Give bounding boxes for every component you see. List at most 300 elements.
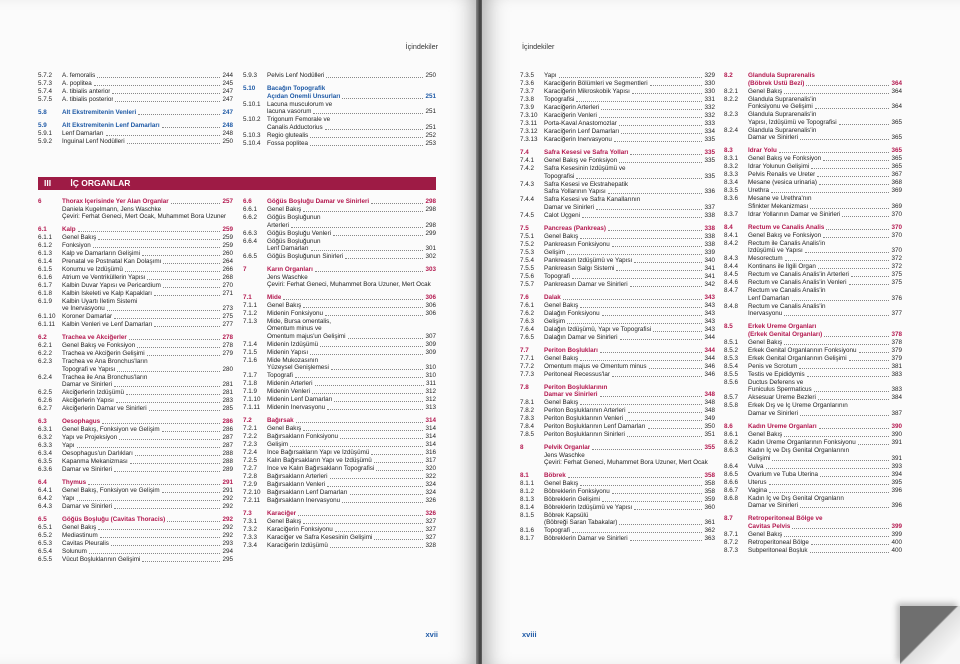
dot-leader bbox=[826, 224, 889, 230]
dot-leader bbox=[649, 363, 703, 369]
toc-entry-number: 8.3.1 bbox=[724, 155, 739, 163]
toc-entry-page: 259 bbox=[222, 241, 233, 249]
toc-entry bbox=[38, 495, 233, 503]
toc-entry-page: 247 bbox=[222, 109, 233, 116]
toc-entry bbox=[520, 273, 715, 281]
toc-entry-number: 8.4.7 bbox=[724, 287, 739, 295]
toc-entry-title: Omentum majus ve Omentum minus bbox=[544, 362, 647, 370]
toc-section-heading bbox=[38, 516, 233, 524]
toc-entry bbox=[724, 187, 902, 195]
toc-entry-title: lacuna vasorum bbox=[267, 108, 312, 116]
toc-entry bbox=[243, 380, 436, 388]
toc-entry-title: Periton Boşlukları bbox=[544, 346, 598, 354]
toc-entry-page: 320 bbox=[425, 465, 436, 473]
toc-entry-page: 370 bbox=[891, 231, 902, 239]
toc-entry-number: 7.2.5 bbox=[243, 457, 258, 465]
toc-entry-number: 6.3.1 bbox=[38, 426, 53, 434]
toc-entry bbox=[243, 214, 436, 222]
toc-entry-page: 331 bbox=[704, 96, 715, 103]
toc-entry-number: 5.8 bbox=[38, 109, 47, 116]
toc-entry-page: 306 bbox=[425, 309, 436, 317]
toc-entry bbox=[520, 431, 715, 439]
toc-entry-number: 8.5.5 bbox=[724, 370, 739, 378]
toc-entry-title: Kalbin Uyartı İletim Sistemi bbox=[62, 297, 138, 305]
toc-entry-page: 247 bbox=[222, 96, 233, 103]
toc-entry-page: 302 bbox=[425, 253, 436, 261]
toc-entry-title: Vagina bbox=[748, 486, 768, 494]
toc-entry-page: 343 bbox=[704, 309, 715, 317]
toc-entry-page: 365 bbox=[891, 147, 902, 155]
dot-leader bbox=[614, 136, 703, 142]
toc-entry-title: Periton Boşluklarının Lenf Damarları bbox=[544, 423, 646, 431]
dot-leader bbox=[125, 266, 221, 272]
toc-entry-page: 396 bbox=[891, 486, 902, 494]
toc-entry-title: (Böbreği Saran Tabakalar) bbox=[544, 519, 618, 527]
toc-entry-page: 359 bbox=[704, 495, 715, 503]
toc-entry-title: Cavitas Pelvis bbox=[748, 522, 791, 530]
toc-entry bbox=[724, 439, 902, 447]
toc-entry-page: 248 bbox=[222, 130, 233, 137]
dot-leader bbox=[634, 257, 702, 263]
toc-entry-number: 7.1.9 bbox=[243, 388, 258, 396]
dot-leader bbox=[114, 503, 220, 509]
toc-entry bbox=[520, 96, 715, 104]
toc-entry-number: 7.5.4 bbox=[520, 256, 535, 264]
dot-leader bbox=[114, 381, 220, 387]
toc-entry bbox=[724, 103, 902, 111]
toc-section-heading bbox=[243, 417, 436, 425]
toc-entry-number: 8.6.7 bbox=[724, 486, 739, 494]
toc-entry-page: 332 bbox=[704, 104, 715, 111]
toc-entry-number: 8.5.2 bbox=[724, 346, 739, 354]
toc-entry bbox=[243, 433, 436, 441]
dot-leader bbox=[785, 255, 890, 261]
toc-entry-title: Damar ve Sinirleri bbox=[748, 134, 799, 142]
toc-entry-page: 365 bbox=[891, 163, 902, 171]
toc-entry-page: 355 bbox=[704, 444, 715, 452]
toc-entry-page: 350 bbox=[704, 423, 715, 431]
toc-column-a bbox=[38, 198, 233, 564]
toc-entry bbox=[724, 471, 902, 479]
toc-entry-title: Kalbin Duvar Yapısı ve Pericardium bbox=[62, 281, 161, 289]
toc-entry-number: 7.1.6 bbox=[243, 356, 258, 364]
toc-entry-page: 288 bbox=[222, 450, 233, 458]
toc-section-heading bbox=[724, 323, 902, 331]
toc-entry-title: Thorax İçerisinde Yer Alan Organlar bbox=[62, 198, 169, 205]
toc-entry-page: 364 bbox=[891, 103, 902, 111]
toc-entry-title: Böbreklerin Fonksiyonu bbox=[544, 487, 610, 495]
dot-leader bbox=[800, 410, 889, 416]
toc-entry-number: 6.2.3 bbox=[38, 358, 53, 366]
dot-leader bbox=[162, 122, 221, 128]
toc-entry-number: 7.6.4 bbox=[520, 325, 535, 333]
toc-entry bbox=[520, 302, 715, 310]
dot-leader bbox=[842, 211, 889, 217]
toc-entry-page: 396 bbox=[891, 502, 902, 510]
toc-entry-page: 349 bbox=[704, 415, 715, 423]
dot-leader bbox=[592, 444, 702, 450]
toc-entry-title: Damar ve Sinirleri bbox=[544, 391, 598, 399]
dot-leader bbox=[115, 96, 220, 102]
toc-entry-title: Fonksiyon bbox=[62, 241, 91, 249]
toc-entry-number: 8.2.2 bbox=[724, 95, 739, 103]
dot-leader bbox=[327, 481, 423, 487]
toc-entry-number: 6.3 bbox=[38, 418, 47, 426]
toc-entry-title: Erkek Genital Organlarının Fonksiyonu bbox=[748, 346, 857, 354]
toc-entry bbox=[243, 245, 436, 253]
toc-entry-number: 8.5.1 bbox=[724, 338, 739, 346]
toc-entry bbox=[243, 364, 436, 372]
toc-entry-number: 8.1.4 bbox=[520, 503, 535, 511]
toc-entry-title: Lacuna musculorum ve bbox=[267, 100, 333, 108]
toc-entry-title: Mide, Bursa omentalis, bbox=[267, 317, 332, 325]
toc-entry-number: 6.4.2 bbox=[38, 495, 53, 503]
part-title: İÇ ORGANLAR bbox=[70, 178, 131, 188]
toc-entry-page: 259 bbox=[222, 233, 233, 241]
dot-leader bbox=[839, 119, 890, 125]
toc-entry bbox=[243, 140, 436, 148]
toc-entry-number: 8.3.4 bbox=[724, 179, 739, 187]
toc-entry bbox=[243, 465, 436, 473]
toc-entry bbox=[724, 502, 902, 510]
toc-entry bbox=[724, 179, 902, 187]
toc-section-heading bbox=[520, 384, 715, 392]
toc-entry-page: 333 bbox=[704, 120, 715, 127]
toc-entry-page: 259 bbox=[222, 225, 233, 233]
toc-entry bbox=[38, 234, 233, 242]
toc-entry-number: 6.5.3 bbox=[38, 540, 53, 548]
toc-entry-page: 314 bbox=[425, 441, 436, 449]
toc-entry-page: 390 bbox=[891, 431, 902, 439]
toc-entry-title: A. tibialis anterior bbox=[62, 88, 111, 95]
toc-entry bbox=[520, 488, 715, 496]
toc-entry-title: Glandula Suprarenalis'in bbox=[748, 126, 817, 134]
toc-entry-title: Genel Bakış bbox=[267, 518, 302, 526]
toc-entry-title: Omentum majus'un Gelişimi bbox=[267, 332, 346, 340]
toc-entry-title: Akciğerlerin İzdüşümü bbox=[62, 389, 124, 397]
toc-entry-title: Midenin İnervasyonu bbox=[267, 404, 326, 412]
toc-section-heading bbox=[38, 334, 233, 342]
toc-entry-page: 285 bbox=[222, 405, 233, 413]
dot-leader bbox=[823, 155, 889, 161]
toc-entry bbox=[520, 165, 715, 173]
dot-leader bbox=[88, 479, 220, 485]
toc-entry bbox=[38, 88, 233, 96]
toc-entry-title: Damar ve Sinirleri bbox=[62, 466, 113, 474]
toc-entry-title: Gelişimi bbox=[748, 454, 771, 462]
dot-leader bbox=[310, 132, 423, 138]
toc-entry bbox=[243, 132, 436, 140]
toc-entry-number: 7.6 bbox=[520, 293, 529, 301]
toc-entry-number: 7.2 bbox=[243, 417, 252, 425]
toc-entry-number: 8.7.1 bbox=[724, 530, 739, 538]
toc-entry-number: 8.6.2 bbox=[724, 439, 739, 447]
toc-entry-page: 278 bbox=[222, 334, 233, 342]
toc-entry bbox=[243, 388, 436, 396]
toc-section-heading bbox=[38, 226, 233, 234]
toc-entry-title: Periton Boşluklarının Sinirleri bbox=[544, 431, 625, 439]
toc-entry bbox=[243, 341, 436, 349]
toc-entry-title: Rectum ve Canalis Analis'in Arterleri bbox=[748, 271, 849, 279]
dot-leader bbox=[792, 295, 890, 301]
toc-entry bbox=[38, 374, 233, 382]
dot-leader bbox=[630, 535, 703, 541]
toc-entry-number: 7.1 bbox=[243, 293, 252, 301]
dot-leader bbox=[315, 380, 424, 386]
toc-entry-title: Genel Bakış ve Fonksiyon bbox=[62, 342, 136, 350]
toc-entry bbox=[520, 136, 715, 144]
toc-entry-title: Topografisi bbox=[544, 96, 575, 103]
toc-entry-title: Trachea ile Ana Bronchus'ların bbox=[62, 373, 148, 381]
toc-entry-number: 7.8.1 bbox=[520, 399, 535, 407]
toc-entry-title: Atrium ve Ventriküllerin Yapısı bbox=[62, 273, 146, 281]
dot-leader bbox=[814, 386, 890, 392]
toc-entry-title: Yüzeysel Genişlemesi bbox=[267, 364, 329, 372]
dot-leader bbox=[374, 534, 423, 540]
dot-leader bbox=[147, 274, 220, 280]
toc-section-heading bbox=[38, 198, 233, 206]
toc-entry bbox=[243, 457, 436, 465]
toc-entry bbox=[520, 527, 715, 535]
toc-entry bbox=[520, 181, 715, 189]
toc-entry-page: 280 bbox=[222, 365, 233, 373]
toc-entry-number: 8.6.1 bbox=[724, 431, 739, 439]
toc-entry-title: Kalp ve Damarların Gelişimi bbox=[62, 249, 141, 257]
dot-leader bbox=[162, 487, 221, 493]
toc-entry bbox=[724, 479, 902, 487]
toc-entry-page: 379 bbox=[891, 346, 902, 354]
toc-entry-number: 8.5.3 bbox=[724, 354, 739, 362]
page-curl bbox=[900, 606, 960, 664]
toc-entry-number: 6.1.10 bbox=[38, 313, 56, 321]
toc-entry-page: 362 bbox=[704, 527, 715, 535]
toc-entry-number: 6.3.5 bbox=[38, 458, 53, 466]
dot-leader bbox=[342, 93, 423, 99]
toc-entry-title: Yapı ve Projeksiyon bbox=[62, 434, 118, 442]
toc-entry-number: 8.3.3 bbox=[724, 171, 739, 179]
toc-entry bbox=[724, 134, 902, 142]
toc-entry bbox=[724, 303, 902, 311]
dot-leader bbox=[77, 442, 221, 448]
toc-entry-page: 399 bbox=[891, 530, 902, 538]
toc-entry-number: 8.1.6 bbox=[520, 527, 535, 535]
toc-entry bbox=[38, 96, 233, 104]
toc-entry-number: 7.7 bbox=[520, 346, 529, 354]
toc-entry-number: 6.5 bbox=[38, 516, 47, 524]
toc-entry-page: 250 bbox=[425, 72, 436, 79]
toc-entry-title: Genel Bakış bbox=[748, 338, 783, 346]
toc-entry-page: 335 bbox=[704, 136, 715, 143]
toc-entry-number: 7.5.7 bbox=[520, 280, 535, 288]
toc-entry-title: Genel Bakış bbox=[544, 232, 579, 240]
toc-entry bbox=[724, 240, 902, 248]
toc-subsection-heading bbox=[243, 85, 436, 93]
toc-entry-number: 8.7 bbox=[724, 515, 733, 523]
dot-leader bbox=[627, 431, 703, 437]
toc-entry-number: 6.1.8 bbox=[38, 289, 53, 297]
toc-entry-title: Uterus bbox=[748, 478, 767, 486]
toc-entry-number: 8.4.5 bbox=[724, 271, 739, 279]
toc-entry-title: Topografi bbox=[544, 272, 570, 280]
toc-entry bbox=[520, 265, 715, 273]
toc-entry bbox=[520, 326, 715, 334]
toc-entry bbox=[520, 80, 715, 88]
toc-entry-number: 7.7.1 bbox=[520, 354, 535, 362]
toc-entry-title: Topografi bbox=[544, 527, 570, 535]
toc-entry-number: 7.2.10 bbox=[243, 489, 261, 497]
running-head: İçindekiler bbox=[405, 42, 438, 51]
toc-entry-number: 6.1.7 bbox=[38, 281, 53, 289]
toc-entry-number: 7.1.7 bbox=[243, 372, 258, 380]
dot-leader bbox=[559, 72, 703, 78]
toc-entry-title: Yapı bbox=[62, 495, 75, 503]
toc-entry-title: Genel Bakış ve Fonksiyon bbox=[748, 155, 822, 163]
dot-leader bbox=[325, 124, 424, 130]
toc-entry-page: 383 bbox=[891, 386, 902, 394]
toc-section-heading bbox=[724, 147, 902, 155]
toc-entry bbox=[520, 104, 715, 112]
toc-entry-number: 7.3.4 bbox=[243, 542, 258, 550]
toc-entry-title: ve İnervasyonu bbox=[62, 305, 105, 313]
toc-entry-number: 6.3.3 bbox=[38, 442, 53, 450]
toc-entry-page: 293 bbox=[222, 540, 233, 548]
toc-entry bbox=[243, 124, 436, 132]
toc-entry-title: Erkek Üreme Organları bbox=[748, 323, 817, 331]
toc-entry-title: Safra Kesesi ve Safra Yolları bbox=[544, 149, 629, 156]
dot-leader bbox=[291, 222, 423, 228]
dot-leader bbox=[97, 72, 220, 78]
toc-entry-number: 7.3.1 bbox=[243, 518, 258, 526]
toc-entry bbox=[520, 310, 715, 318]
toc-entry bbox=[520, 188, 715, 196]
toc-entry bbox=[38, 274, 233, 282]
toc-entry-page: 363 bbox=[704, 535, 715, 543]
toc-entry bbox=[520, 88, 715, 96]
toc-section-heading bbox=[520, 149, 715, 157]
toc-entry-title: Karaciğerin Bölümleri ve Segmentleri bbox=[544, 80, 648, 87]
toc-section-heading bbox=[724, 523, 902, 531]
toc-entry-title: Akciğerlerin Yapısı bbox=[62, 397, 114, 405]
toc-entry-number: 8.5.6 bbox=[724, 378, 739, 386]
toc-entry-number: 5.10.1 bbox=[243, 100, 261, 108]
toc-entry-page: 244 bbox=[222, 72, 233, 79]
toc-entry-title: Mediastinum bbox=[62, 532, 98, 540]
toc-entry-page: 292 bbox=[222, 516, 233, 524]
toc-entry-page: 291 bbox=[222, 479, 233, 487]
dot-leader bbox=[137, 342, 220, 348]
toc-entry-number: 6.2.5 bbox=[38, 389, 53, 397]
toc-entry bbox=[724, 271, 902, 279]
toc-entry-title: İnce ve Kalın Bağırsakların Topografisi bbox=[267, 465, 375, 473]
dot-leader bbox=[126, 389, 221, 395]
toc-entry-page: 257 bbox=[222, 198, 233, 205]
dot-leader bbox=[792, 523, 889, 529]
toc-entry-title: Karaciğerin Venleri bbox=[544, 112, 597, 119]
toc-entry-title: Pankreasın İzdüşümü ve Yapısı bbox=[544, 256, 633, 264]
dot-leader bbox=[625, 415, 702, 421]
toc-entry-page: 264 bbox=[222, 257, 233, 265]
toc-entry bbox=[724, 355, 902, 363]
toc-entry bbox=[724, 539, 902, 547]
toc-entry bbox=[38, 524, 233, 532]
toc-entry-number: 5.9.3 bbox=[243, 72, 258, 79]
toc-entry-page: 335 bbox=[704, 149, 715, 156]
toc-entry-page: 291 bbox=[222, 487, 233, 495]
toc-entry-page: 278 bbox=[222, 342, 233, 350]
toc-entry bbox=[520, 241, 715, 249]
toc-entry bbox=[38, 342, 233, 350]
toc-entry-title: Yapı bbox=[62, 442, 75, 450]
dot-leader bbox=[817, 171, 889, 177]
toc-entry-number: 6.6.1 bbox=[243, 206, 258, 213]
toc-entry-title: Safra Kesesi ve Ekstrahepatik bbox=[544, 180, 628, 188]
toc-entry-page: 339 bbox=[704, 248, 715, 256]
dot-leader bbox=[580, 399, 702, 405]
dot-leader bbox=[784, 88, 889, 94]
toc-entry-title: Pankreasın Fonksiyonu bbox=[544, 240, 610, 248]
toc-entry-title: Subperitoneal Boşluk bbox=[748, 546, 808, 554]
toc-entry bbox=[520, 496, 715, 504]
toc-entry-number: 8.6.5 bbox=[724, 470, 739, 478]
toc-entry-title: Damar ve Sinirleri bbox=[62, 381, 113, 389]
toc-entry bbox=[243, 302, 436, 310]
toc-entry-number: 8.4.8 bbox=[724, 302, 739, 310]
toc-entry-page: 327 bbox=[425, 534, 436, 542]
dot-leader bbox=[107, 305, 221, 311]
toc-entry bbox=[243, 404, 436, 412]
toc-entry-page: 365 bbox=[891, 118, 902, 126]
dot-leader bbox=[772, 455, 889, 461]
toc-entry-page: 370 bbox=[891, 210, 902, 218]
toc-entry-title: Kadın Üreme Organlarının Fonksiyonu bbox=[748, 439, 856, 447]
dot-leader bbox=[312, 388, 423, 394]
toc-entry-page: 245 bbox=[222, 80, 233, 87]
dot-leader bbox=[572, 273, 703, 279]
toc-entry-title: İdrar Yollarının Damar ve Sinirleri bbox=[748, 210, 841, 218]
dot-leader bbox=[149, 405, 221, 411]
dot-leader bbox=[102, 418, 220, 424]
toc-entry-number: 5.9.1 bbox=[38, 130, 53, 137]
toc-entry-title: Midenin İzdüşümü bbox=[267, 340, 319, 348]
dot-leader bbox=[315, 266, 424, 272]
toc-entry-page: 329 bbox=[704, 72, 715, 79]
dot-leader bbox=[634, 504, 702, 510]
toc-entry bbox=[243, 72, 436, 80]
toc-entry-number: 6.6.3 bbox=[243, 229, 258, 237]
toc-entry bbox=[724, 263, 902, 271]
toc-entry-page: 306 bbox=[425, 301, 436, 309]
toc-entry-title: Göğüs Boşluğunun bbox=[267, 214, 321, 221]
toc-entry-title: Damar ve Sinirleri bbox=[748, 410, 799, 418]
toc-entry bbox=[243, 116, 436, 124]
toc-entry-number: 8.3.7 bbox=[724, 210, 739, 218]
toc-entry-page: 292 bbox=[222, 524, 233, 532]
toc-entry-page: 375 bbox=[891, 271, 902, 279]
toc-entry bbox=[38, 405, 233, 413]
toc-entry bbox=[243, 310, 436, 318]
toc-entry bbox=[724, 402, 902, 410]
toc-entry bbox=[520, 512, 715, 520]
toc-entry-number: 7.1.8 bbox=[243, 380, 258, 388]
dot-leader bbox=[784, 431, 889, 437]
dot-leader bbox=[303, 206, 423, 212]
toc-entry-title: Genel Bakış ve Fonksiyon bbox=[544, 157, 618, 164]
toc-entry bbox=[38, 366, 233, 374]
toc-entry-number: 7.1.4 bbox=[243, 340, 258, 348]
dot-leader bbox=[376, 465, 423, 471]
toc-entry-number: 7.3.13 bbox=[520, 136, 538, 143]
toc-entry-title: Kontinans ile İlgili Organ bbox=[748, 263, 816, 271]
